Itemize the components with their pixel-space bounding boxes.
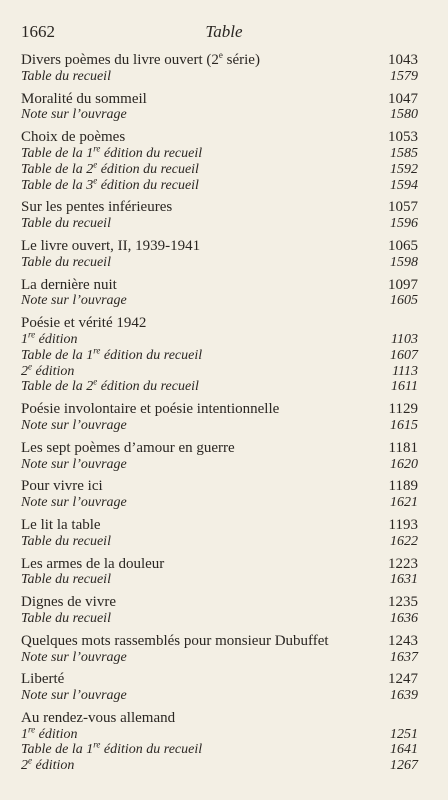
- entry-title: Le lit la table: [21, 516, 101, 533]
- toc-subentry: [21, 376, 418, 395]
- toc-subentry: [21, 688, 418, 704]
- page-reference: 1641: [390, 742, 418, 758]
- toc-subentry: [21, 293, 418, 309]
- toc-entry: [21, 441, 418, 473]
- entry-title: Quelques mots rassemblés pour monsieur Dubuffet: [21, 632, 329, 649]
- toc-title-row: [21, 130, 418, 146]
- toc-title-row: [21, 634, 418, 650]
- subentry-label: Note sur l’ouvrage: [21, 495, 127, 511]
- toc-entry: [21, 634, 418, 666]
- toc-title-row: [21, 278, 418, 294]
- page-reference: 1621: [390, 495, 418, 511]
- page-reference: 1585: [390, 145, 418, 161]
- toc-subentry: [21, 159, 418, 178]
- subentry-label: Note sur l’ouvrage: [21, 293, 127, 309]
- toc-title-row: [21, 441, 418, 457]
- toc-subentry: [21, 495, 418, 511]
- toc-subentry: [21, 724, 418, 743]
- toc-subentry: [21, 329, 418, 348]
- entry-title: Les sept poèmes d’amour en guerre: [21, 439, 235, 456]
- page-reference: 1636: [390, 610, 418, 626]
- page-reference: 1065: [388, 237, 418, 254]
- subentry-label: Table de la 3e édition du recueil: [21, 174, 199, 193]
- subentry-label: Table de la 2e édition du recueil: [21, 376, 199, 395]
- toc-entry: [21, 239, 418, 271]
- toc-entry: [21, 557, 418, 589]
- running-title: Table: [205, 22, 243, 41]
- toc-subentry: [21, 174, 418, 194]
- page-reference: 1053: [388, 129, 418, 146]
- toc-subentry: [21, 360, 418, 380]
- entry-title: Dignes de vivre: [21, 594, 116, 611]
- page-reference: 1592: [390, 161, 418, 177]
- subentry-label: Table de la 1re édition du recueil: [21, 739, 203, 758]
- toc-title-row: [21, 672, 418, 688]
- toc-title-row: [21, 518, 418, 534]
- subentry-label: Note sur l’ouvrage: [21, 688, 127, 704]
- entry-title: Choix de poèmes: [21, 129, 126, 146]
- subentry-label: 1re édition: [21, 329, 78, 347]
- subentry-label: Table du recueil: [21, 610, 111, 626]
- page-reference: 1267: [390, 758, 418, 774]
- toc-subentry: [21, 534, 418, 550]
- page-reference: 1637: [390, 649, 418, 665]
- subentry-label: 2e édition: [21, 755, 75, 774]
- toc-subentry: [21, 739, 418, 758]
- page-reference: 1047: [388, 90, 418, 107]
- toc-subentry: [21, 650, 418, 666]
- toc-subentry: [21, 255, 418, 271]
- page-reference: 1596: [390, 216, 418, 232]
- page-reference: 1043: [388, 52, 418, 68]
- entry-title: Poésie et vérité 1942: [21, 315, 147, 332]
- page-reference: 1235: [388, 594, 418, 611]
- table-of-contents: [21, 50, 418, 781]
- toc-entry: [21, 92, 418, 124]
- subentry-label: Table du recueil: [21, 216, 111, 232]
- page-reference: 1579: [390, 68, 418, 84]
- toc-subentry: [21, 69, 418, 85]
- subentry-label: 1re édition: [21, 724, 78, 742]
- subentry-label: Table du recueil: [21, 533, 111, 549]
- page-reference: 1057: [388, 199, 418, 216]
- toc-title-row: [21, 595, 418, 611]
- toc-subentry: [21, 611, 418, 627]
- toc-entry: [21, 595, 418, 627]
- subentry-label: Table du recueil: [21, 68, 111, 84]
- page-reference: 1594: [390, 177, 418, 193]
- toc-title-row: [21, 557, 418, 573]
- page-reference: 1113: [392, 363, 418, 379]
- page-reference: 1611: [391, 379, 418, 395]
- page-number: 1662: [21, 22, 55, 41]
- page-reference: 1607: [390, 347, 418, 363]
- toc-title-row: [21, 92, 418, 108]
- toc-title-row: [21, 479, 418, 495]
- entry-title: Poésie involontaire et poésie intentionnelle: [21, 401, 280, 418]
- toc-title-row: [21, 711, 418, 727]
- page-reference: 1193: [388, 516, 418, 533]
- subentry-label: 2e édition: [21, 360, 75, 379]
- entry-title: Au rendez-vous allemand: [21, 709, 176, 726]
- page-reference: 1251: [390, 726, 418, 742]
- page-reference: 1223: [388, 555, 418, 572]
- toc-title-row: [21, 239, 418, 255]
- subentry-label: Note sur l’ouvrage: [21, 107, 127, 123]
- subentry-label: Note sur l’ouvrage: [21, 649, 127, 665]
- toc-title-row: [21, 402, 418, 418]
- page-reference: 1631: [390, 572, 418, 588]
- toc-entry: [21, 278, 418, 310]
- subentry-label: Table du recueil: [21, 254, 111, 270]
- entry-title: Moralité du sommeil: [21, 90, 147, 107]
- toc-entry: [21, 130, 418, 193]
- entry-title: Divers poèmes du livre ouvert (2e série): [21, 50, 260, 68]
- page-reference: 1189: [388, 478, 418, 495]
- toc-title-row: [21, 200, 418, 216]
- page-reference: 1580: [390, 107, 418, 123]
- page-reference: 1129: [388, 401, 418, 418]
- toc-subentry: [21, 755, 418, 774]
- page-header: [0, 22, 448, 44]
- page-reference: 1605: [390, 293, 418, 309]
- entry-title: Sur les pentes inférieures: [21, 199, 173, 216]
- toc-entry: [21, 316, 418, 395]
- toc-subentry: [21, 418, 418, 434]
- page-reference: 1598: [390, 254, 418, 270]
- toc-entry: [21, 518, 418, 550]
- entry-title: Les armes de la douleur: [21, 555, 165, 572]
- toc-subentry: [21, 143, 418, 162]
- entry-title: Le livre ouvert, II, 1939-1941: [21, 237, 201, 254]
- toc-subentry: [21, 216, 418, 232]
- page-reference: 1181: [388, 439, 418, 456]
- page-reference: 1622: [390, 533, 418, 549]
- entry-title: Liberté: [21, 671, 65, 688]
- toc-entry: [21, 200, 418, 232]
- toc-subentry: [21, 345, 418, 364]
- subentry-label: Note sur l’ouvrage: [21, 456, 127, 472]
- entry-title: Pour vivre ici: [21, 478, 103, 495]
- subentry-label: Table de la 1re édition du recueil: [21, 345, 203, 363]
- page-reference: 1615: [390, 417, 418, 433]
- page-reference: 1243: [388, 632, 418, 649]
- page-reference: 1097: [388, 276, 418, 293]
- page-reference: 1620: [390, 456, 418, 472]
- page-reference: 1639: [390, 688, 418, 704]
- toc-title-row: [21, 316, 418, 332]
- page-reference: 1103: [391, 331, 418, 347]
- subentry-label: Table de la 2e édition du recueil: [21, 159, 199, 177]
- subentry-label: Table du recueil: [21, 572, 111, 588]
- toc-entry: [21, 711, 418, 774]
- toc-subentry: [21, 107, 418, 123]
- toc-entry: [21, 402, 418, 434]
- toc-title-row: [21, 50, 418, 69]
- subentry-label: Note sur l’ouvrage: [21, 417, 127, 433]
- subentry-label: Table de la 1re édition du recueil: [21, 143, 203, 161]
- toc-subentry: [21, 457, 418, 473]
- page-reference: 1247: [388, 671, 418, 688]
- entry-title: La dernière nuit: [21, 276, 117, 293]
- toc-entry: [21, 479, 418, 511]
- toc-subentry: [21, 572, 418, 588]
- toc-entry: [21, 50, 418, 85]
- toc-entry: [21, 672, 418, 704]
